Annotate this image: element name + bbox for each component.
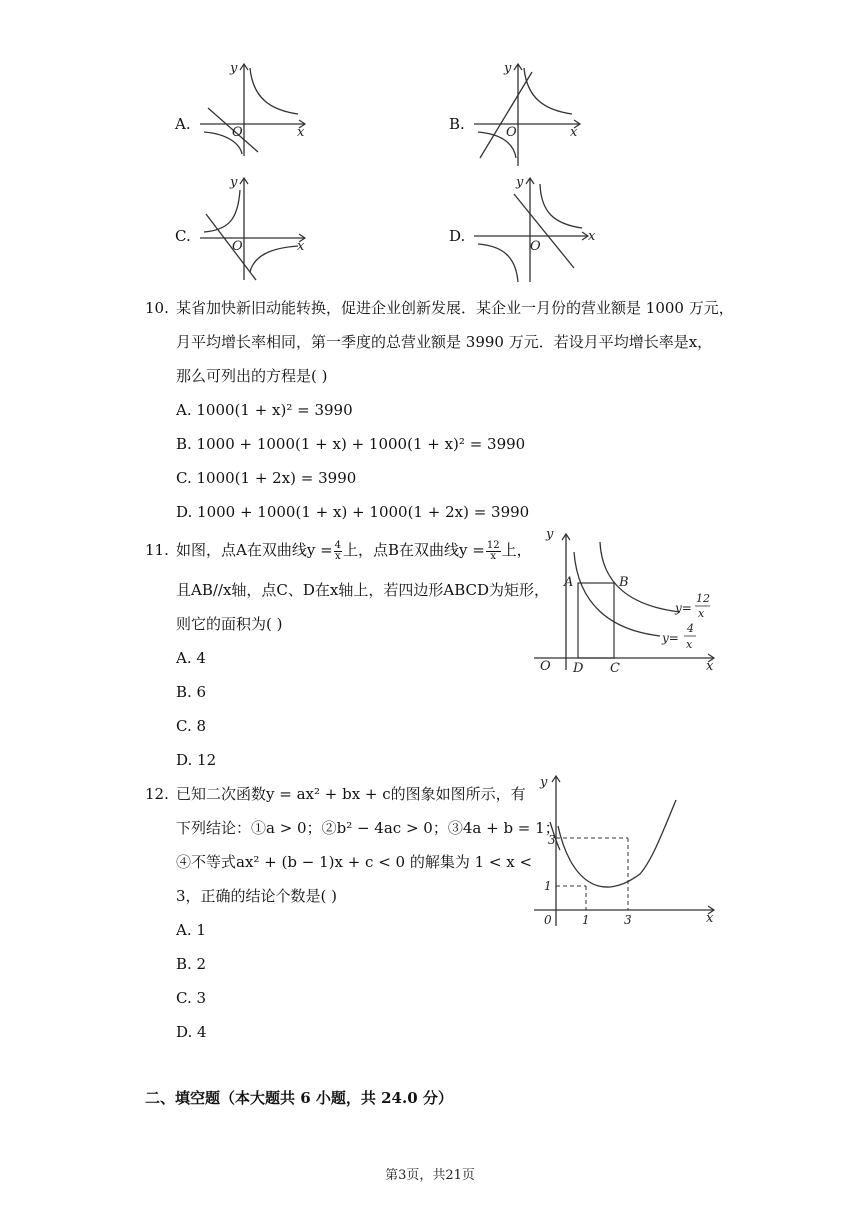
q10-number: 10. <box>145 299 169 317</box>
q11-line-1-a: 如图，点A在双曲线y = <box>176 541 333 559</box>
q12-line-2: 下列结论：①a > 0；②b² − 4ac > 0；③4a + b = 1； <box>176 819 560 837</box>
q12-x-tick-3: 3 <box>624 913 632 927</box>
q12-line-4: 3，正确的结论个数是( ) <box>176 887 338 905</box>
q10-stem-line-3: 那么可列出的方程是( ) <box>176 367 328 385</box>
q9-option-d-label: D. <box>449 227 466 245</box>
q11-option-a[interactable]: A. 4 <box>176 649 206 667</box>
q11-point-b-label: B <box>619 575 629 590</box>
q12-y-tick-1: 1 <box>544 879 552 893</box>
q11-option-d[interactable]: D. 12 <box>176 751 217 769</box>
q9-option-b-label: B. <box>449 115 465 133</box>
q9-c-y-axis-label: y <box>230 175 238 190</box>
q11-line-1 <box>176 540 532 562</box>
q12-option-c[interactable]: C. 3 <box>176 989 207 1007</box>
q10-stem-line-1: 某省加快新旧动能转换，促进企业创新发展．某企业一月份的营业额是 1000 万元， <box>176 299 734 317</box>
q11-curve-4-num: 4 <box>687 622 694 635</box>
q11-line-1-b: 上，点B在双曲线y = <box>343 541 485 559</box>
q12-line-1: 已知二次函数y = ax² + bx + c的图象如图所示，有 <box>176 785 526 803</box>
q9-graph-a <box>200 58 310 158</box>
q12-option-b[interactable]: B. 2 <box>176 955 207 973</box>
q9-d-x-axis-label: x <box>588 229 596 244</box>
q12-option-d[interactable]: D. 4 <box>176 1023 207 1041</box>
q12-x-tick-1: 1 <box>582 913 590 927</box>
q9-c-origin-label: O <box>232 239 243 254</box>
q9-b-y-axis-label: y <box>504 61 512 76</box>
q10-stem-line-2: 月平均增长率相同，第一季度的总营业额是 3990 万元．若设月平均增长率是x， <box>176 333 713 351</box>
q9-option-c-label: C. <box>175 227 191 245</box>
q12-option-a[interactable]: A. 1 <box>176 921 206 939</box>
page-footer: 第3页，共21页 <box>385 1168 475 1183</box>
q11-curve-12-num: 12 <box>696 592 710 605</box>
q11-frac-4-over-x: $\frac{4}{x}$ <box>334 539 342 562</box>
section-2-heading: 二、填空题（本大题共 6 小题，共 24.0 分） <box>145 1089 453 1107</box>
q9-c-x-axis-label: x <box>297 239 305 254</box>
q12-number: 12. <box>145 785 169 803</box>
q12-y-axis-label: y <box>540 775 548 790</box>
q9-a-x-axis-label: x <box>297 125 305 140</box>
q12-y-tick-3: 3 <box>548 833 556 847</box>
q10-option-b[interactable]: B. 1000 + 1000(1 + x) + 1000(1 + x)² = 3990 <box>176 435 526 453</box>
q12-figure <box>530 768 720 933</box>
q12-x-axis-label: x <box>706 911 714 926</box>
q11-origin-label: O <box>540 659 551 674</box>
q9-graph-d <box>474 172 599 284</box>
q10-option-c[interactable]: C. 1000(1 + 2x) = 3990 <box>176 469 357 487</box>
q12-line-3: ④不等式ax² + (b − 1)x + c < 0 的解集为 1 < x < <box>176 853 533 871</box>
q9-option-a-label: A. <box>175 115 191 133</box>
q11-x-axis-label: x <box>706 659 714 674</box>
q12-origin-label: 0 <box>544 913 552 927</box>
q11-curve-12-label: y= <box>675 601 692 615</box>
q10-option-d[interactable]: D. 1000 + 1000(1 + x) + 1000(1 + 2x) = 3990 <box>176 503 530 521</box>
q9-b-origin-label: O <box>506 125 517 140</box>
q9-d-y-axis-label: y <box>516 175 524 190</box>
q11-line-1-c: 上， <box>501 541 532 559</box>
q11-option-c[interactable]: C. 8 <box>176 717 207 735</box>
q9-graph-b <box>474 58 589 168</box>
q9-graph-c <box>200 172 310 282</box>
q9-a-y-axis-label: y <box>230 61 238 76</box>
q11-curve-4-label: y= <box>662 631 679 645</box>
q11-curve-12-den: x <box>698 607 705 620</box>
q9-a-origin-label: O <box>232 125 243 140</box>
q9-d-origin-label: O <box>530 239 541 254</box>
q11-point-c-label: C <box>610 661 620 676</box>
q11-figure <box>530 524 720 674</box>
q11-curve-4-den: x <box>686 638 693 651</box>
q11-number: 11. <box>145 541 169 559</box>
q10-option-a[interactable]: A. 1000(1 + x)² = 3990 <box>176 401 353 419</box>
q11-point-a-label: A <box>564 575 574 590</box>
q11-point-d-label: D <box>573 661 584 676</box>
q9-b-x-axis-label: x <box>570 125 578 140</box>
q11-line-2: 且AB//x轴，点C、D在x轴上，若四边形ABCD为矩形， <box>176 581 550 599</box>
q11-y-axis-label: y <box>546 527 554 542</box>
q11-frac-12-over-x: $\frac{12}{x}$ <box>486 539 500 562</box>
q11-option-b[interactable]: B. 6 <box>176 683 207 701</box>
q11-line-3: 则它的面积为( ) <box>176 615 283 633</box>
